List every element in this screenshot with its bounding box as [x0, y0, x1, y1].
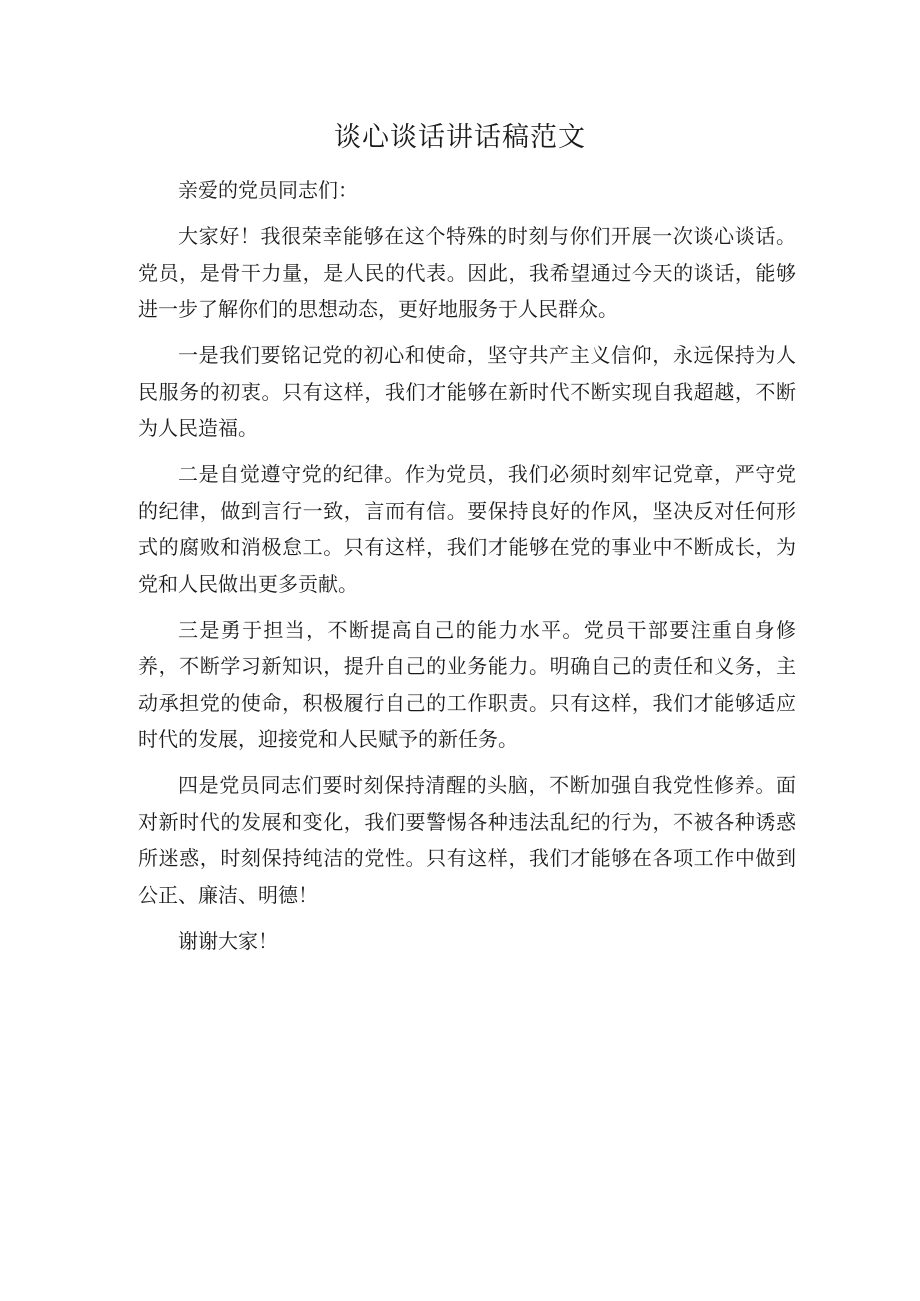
salutation: 亲爱的党员同志们：	[178, 178, 358, 202]
paragraph-point-one: 一是我们要铭记党的初心和使命，坚守共产主义信仰，永远保持为人民服务的初衷。只有这样，我们才能够在新时代不断实现自我超越，不断为人民造福。	[138, 343, 796, 440]
closing-line: 谢谢大家！	[178, 928, 278, 953]
document-body	[138, 172, 796, 969]
paragraph-intro: 大家好！我很荣幸能够在这个特殊的时刻与你们开展一次谈心谈话。党员，是骨干力量，是人民的代表。因此，我希望通过今天的谈话，能够进一步了解你们的思想动态，更好地服务于人民群众。	[138, 224, 796, 321]
paragraph-point-four: 四是党员同志们要时刻保持清醒的头脑，不断加强自我党性修养。面对新时代的发展和变化，我们要警惕各种违法乱纪的行为，不被各种诱惑所迷惑，时刻保持纯洁的党性。只有这样，我们才能够在各项工作中做到公正、廉洁、明德！	[138, 773, 796, 907]
paragraph-point-three: 三是勇于担当，不断提高自己的能力水平。党员干部要注重自身修养，不断学习新知识，提升自己的业务能力。明确自己的责任和义务，主动承担党的使命，积极履行自己的工作职责。只有这样，我们才能够适应时代的发展，迎接党和人民赋予的新任务。	[138, 617, 796, 751]
paragraph-point-two: 二是自觉遵守党的纪律。作为党员，我们必须时刻牢记党章，严守党的纪律，做到言行一致，言而有信。要保持良好的作风，坚决反对任何形式的腐败和消极怠工。只有这样，我们才能够在党的事业中不断成长，为党和人民做出更多贡献。	[138, 462, 796, 596]
document-title: 谈心谈话讲话稿范文	[334, 122, 586, 153]
